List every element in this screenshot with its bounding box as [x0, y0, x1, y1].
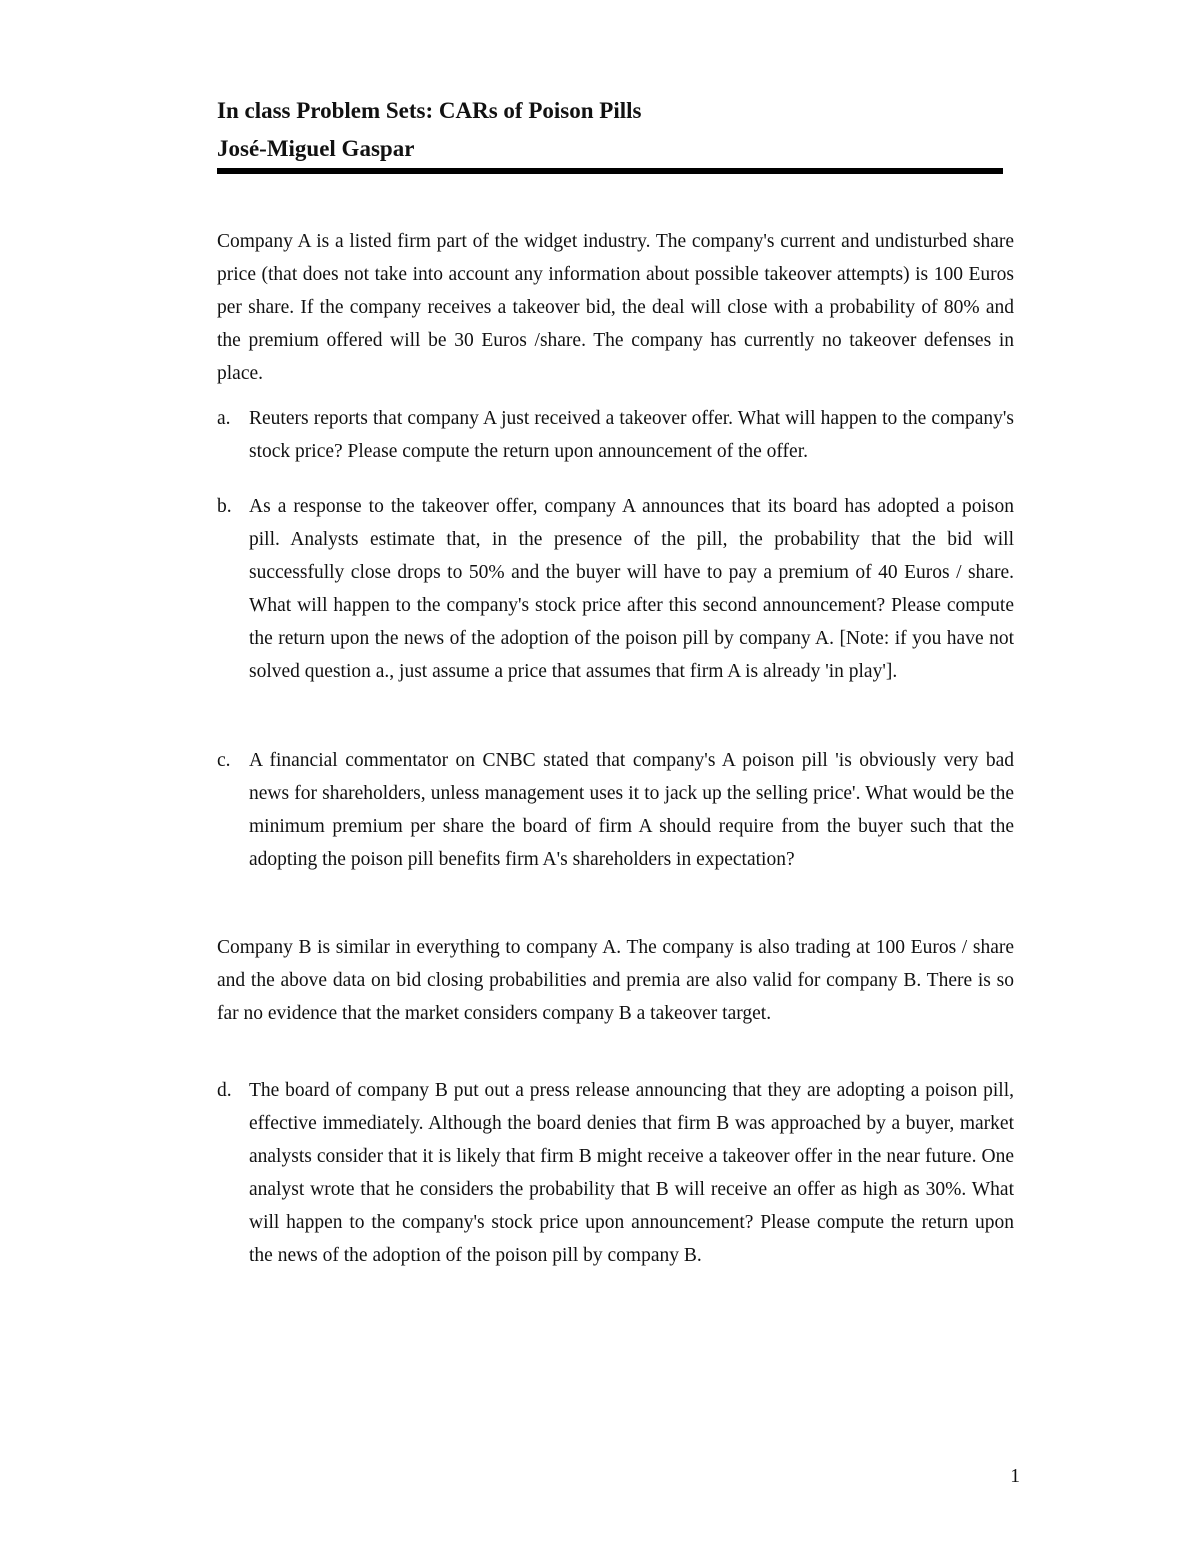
question-c-text: A financial commentator on CNBC stated that company's A poison pill 'is obviously very bad news for shareholders, unless management uses it to jack up the selling price'. What would be the minimum premium per share the board of firm A should require from the buyer such that the adopting the poison pill benefits firm A's shareholders in expectation? — [249, 750, 1014, 871]
header-divider — [217, 168, 1003, 174]
question-d-marker: d. — [217, 1080, 232, 1101]
question-a-marker: a. — [217, 408, 231, 429]
page-number: 1 — [1010, 1466, 1020, 1487]
question-d-text: The board of company B put out a press release announcing that they are adopting a poison pill, effective immediately. Although the board denies that firm B was approached by a buyer, market analysts consider that it is likely that firm B might receive a takeover offer in the near future. One analyst wrote that he considers the probability that B will receive an offer as high as 30%. What will happen to the company's stock price upon announcement? Please compute the return upon the news of the adoption of the poison pill by company B. — [249, 1080, 1014, 1267]
question-d — [217, 1074, 1014, 1273]
document-header — [217, 92, 1007, 168]
question-b-text: As a response to the takeover offer, company A announces that its board has adopted a poison pill. Analysts estimate that, in the presence of the pill, the probability that the bid will successfully close drops to 50% and the buyer will have to pay a premium of 40 Euros / share. What will happen to the company's stock price after this second announcement? Please compute the return upon the news of the adoption of the poison pill by company A. [Note: if you have not solved question a., just assume a price that assumes that firm A is already 'in play']. — [249, 496, 1014, 683]
company-a-introduction: Company A is a listed firm part of the widget industry. The company's current and undisturbed share price (that does not take into account any information about possible takeover attempts) is 100 Euros per share. If the company receives a takeover bid, the deal will close with a probability of 80% and the premium offered will be 30 Euros /share. The company has currently no takeover defenses in place. — [217, 231, 1014, 385]
question-b — [217, 490, 1014, 689]
question-a — [217, 402, 1014, 468]
question-b-marker: b. — [217, 496, 232, 517]
question-c — [217, 744, 1014, 876]
question-c-marker: c. — [217, 750, 231, 771]
question-a-text: Reuters reports that company A just received a takeover offer. What will happen to the company's stock price? Please compute the return upon announcement of the offer. — [249, 408, 1014, 463]
document-title: In class Problem Sets: CARs of Poison Pills — [217, 98, 642, 123]
document-author: José-Miguel Gaspar — [217, 136, 415, 161]
company-b-introduction: Company B is similar in everything to company A. The company is also trading at 100 Euros / share and the above data on bid closing probabilities and premia are also valid for company B. There is so far no evidence that the market considers company B a takeover target. — [217, 937, 1014, 1025]
